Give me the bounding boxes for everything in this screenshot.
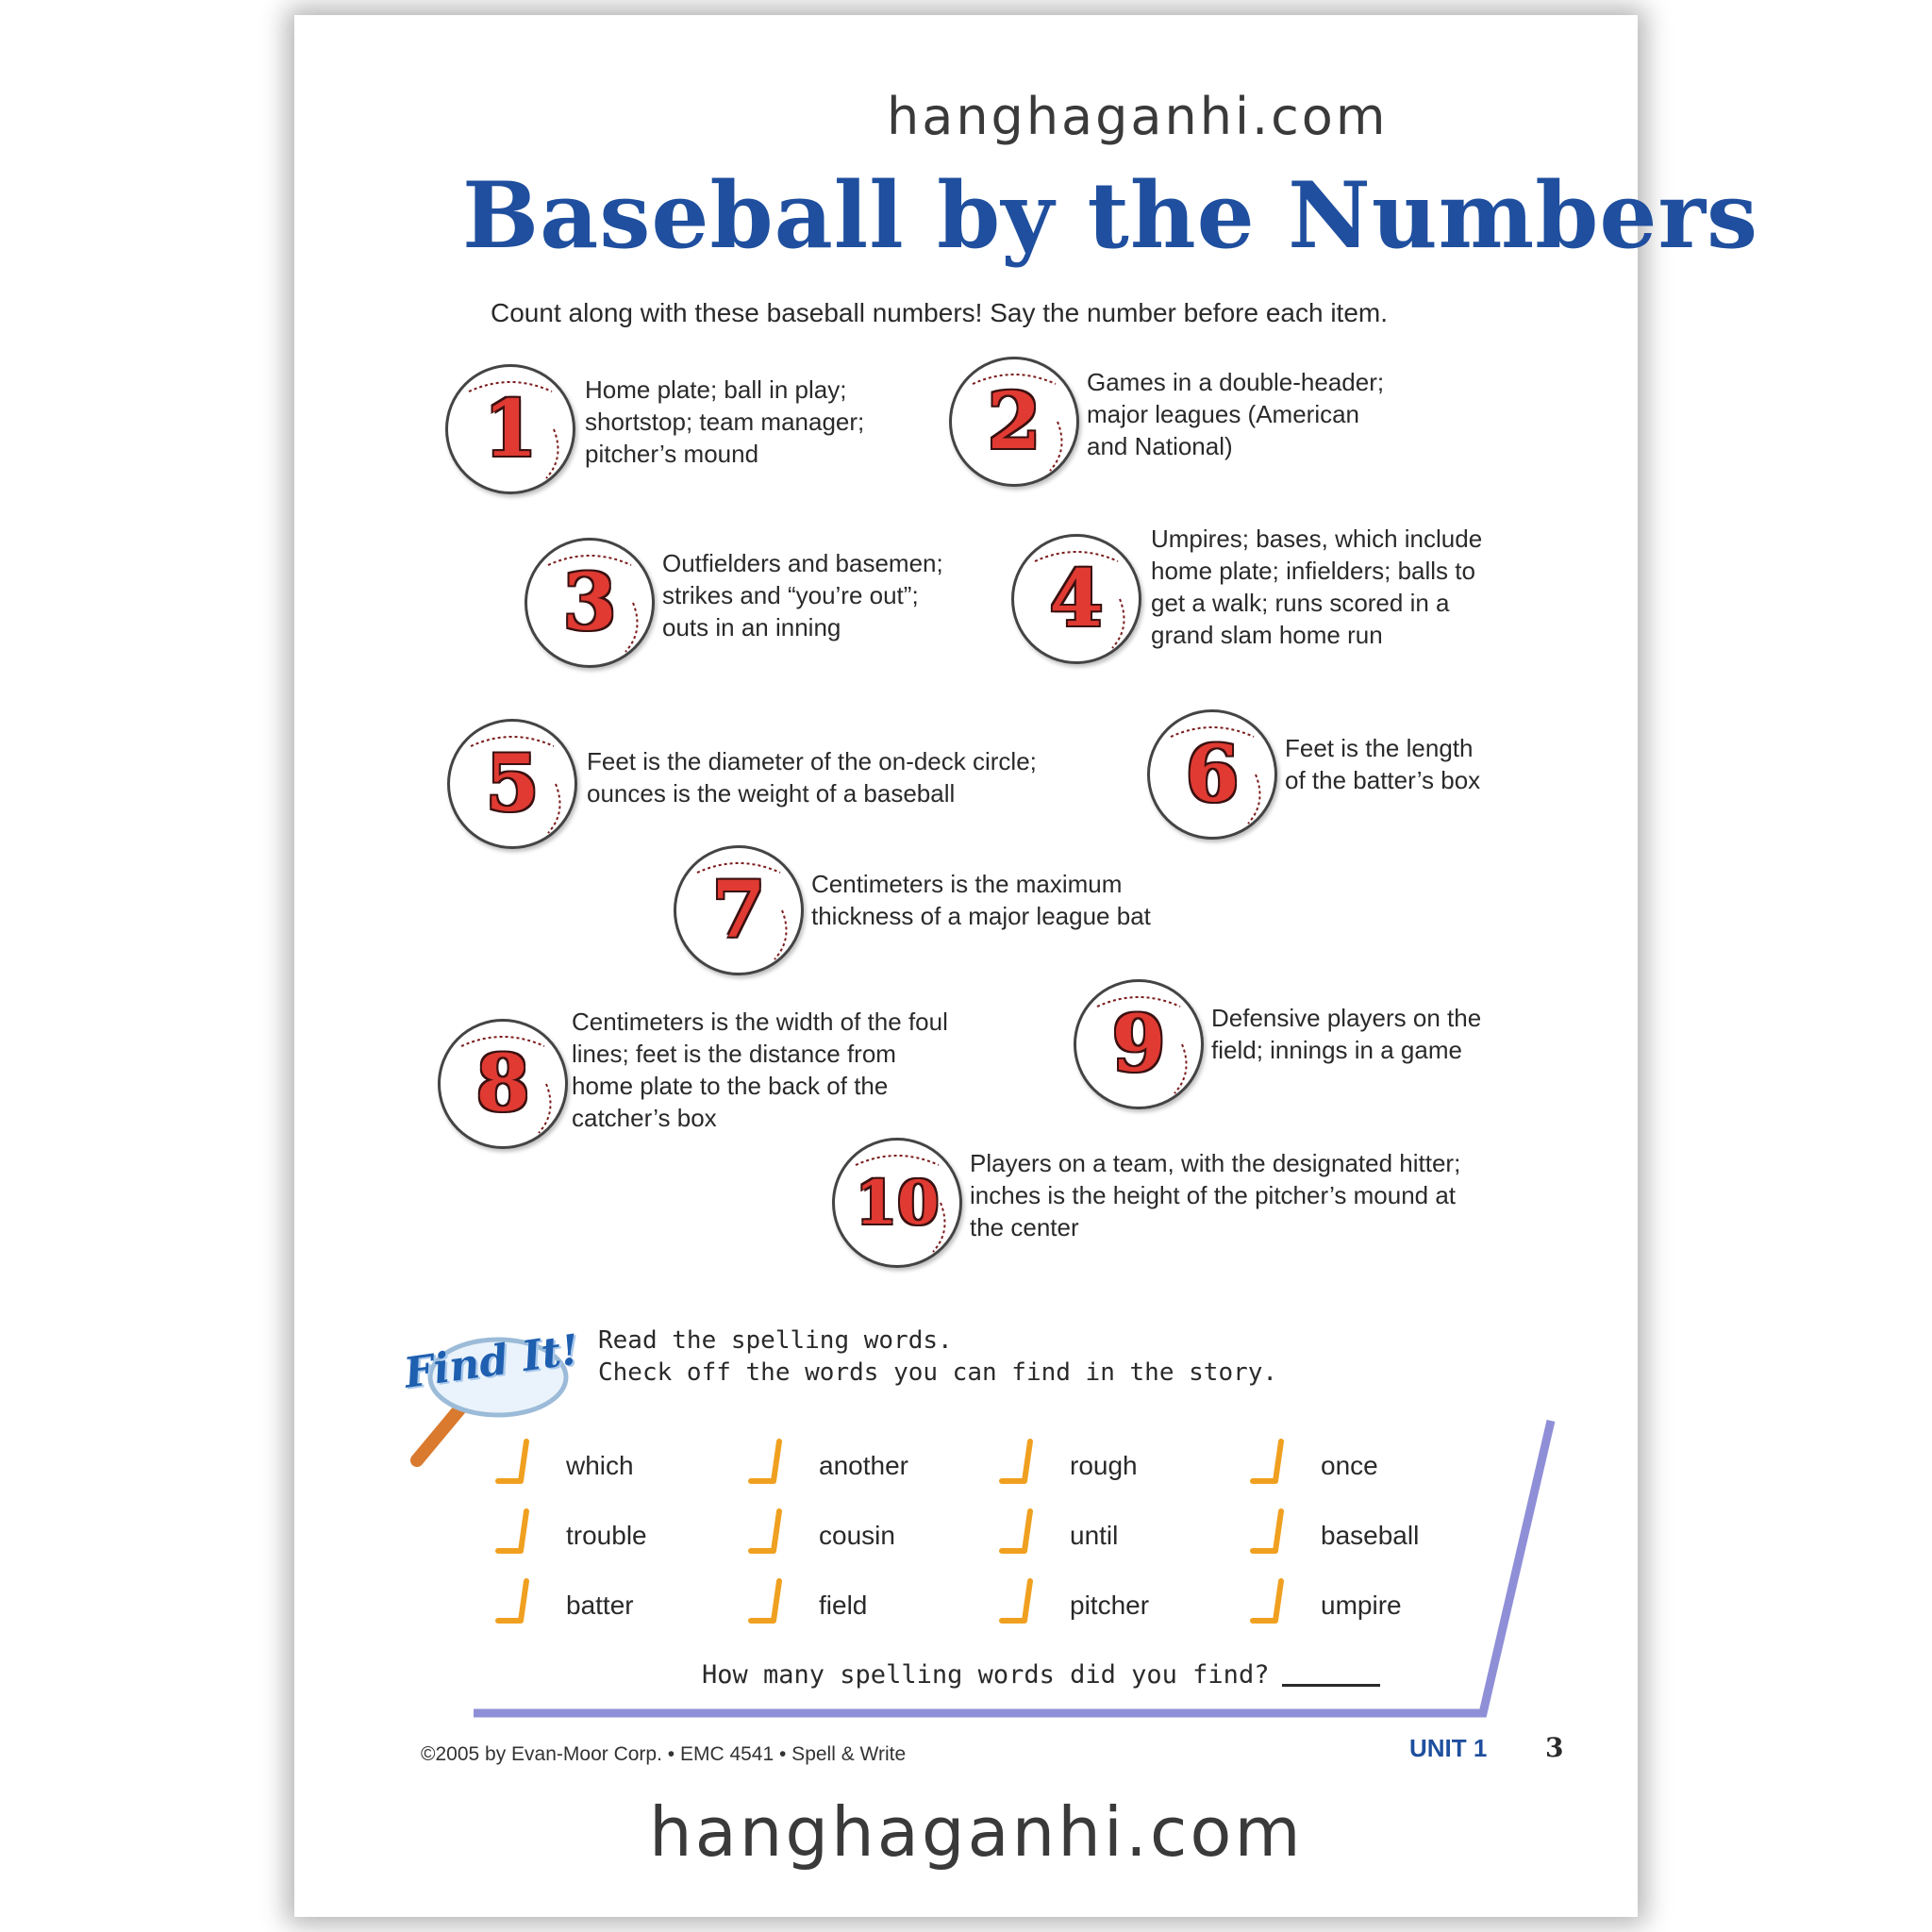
find-it-label: Find It! <box>401 1325 582 1398</box>
spelling-word: cousin <box>819 1521 895 1550</box>
item-number: 9 <box>1111 999 1166 1090</box>
checkbox-cousin[interactable] <box>747 1506 785 1557</box>
unit-label: UNIT 1 <box>1409 1734 1488 1762</box>
spelling-word: another <box>819 1451 908 1480</box>
intro-text: Count along with these baseball numbers! Say the number before each item. <box>491 298 1389 327</box>
item-description: Defensive players on the field; innings in a game <box>1211 1004 1482 1064</box>
checkbox-umpire[interactable] <box>1249 1575 1287 1626</box>
spelling-word: umpire <box>1321 1591 1402 1620</box>
spelling-word: once <box>1321 1451 1378 1480</box>
spelling-word: which <box>566 1451 634 1480</box>
checkbox-once[interactable] <box>1249 1436 1287 1487</box>
spelling-word: rough <box>1070 1451 1138 1480</box>
spelling-word: field <box>819 1591 868 1620</box>
checkbox-baseball[interactable] <box>1249 1506 1287 1557</box>
baseball-icon <box>447 719 577 849</box>
item-number: 6 <box>1185 729 1240 820</box>
checkbox-which[interactable] <box>494 1436 532 1487</box>
item-description: Games in a double-header; major leagues (American and National) <box>1087 368 1385 460</box>
spelling-word: until <box>1070 1521 1119 1550</box>
find-it-instructions: Read the spelling words. Check off the words you can find in the story. <box>598 1326 1278 1387</box>
item-description: Outfielders and basemen; strikes and “you’re out”; outs in an inning <box>662 549 943 641</box>
item-number: 4 <box>1049 554 1104 644</box>
item-number: 5 <box>485 739 540 829</box>
checkbox-pitcher[interactable] <box>998 1575 1036 1626</box>
item-description: Feet is the length of the batter’s box <box>1285 734 1481 794</box>
item-number: 3 <box>562 558 617 648</box>
baseball-icon <box>1011 534 1141 664</box>
baseball-icon <box>525 538 655 668</box>
baseball-icon <box>674 845 804 975</box>
spelling-word: baseball <box>1321 1521 1420 1550</box>
checkbox-batter[interactable] <box>494 1575 532 1626</box>
checkbox-another[interactable] <box>747 1436 785 1487</box>
item-description: Players on a team, with the designated hitter; inches is the height of the pitcher’s mound at the center <box>970 1149 1461 1241</box>
item-description: Feet is the diameter of the on-deck circle; ounces is the weight of a baseball <box>587 747 1037 808</box>
item-description: Home plate; ball in play; shortstop; team manager; pitcher’s mound <box>585 375 865 468</box>
baseball-icon <box>1074 979 1204 1109</box>
baseball-icon <box>445 364 575 494</box>
item-number: 7 <box>711 865 766 956</box>
checkbox-until[interactable] <box>998 1506 1036 1557</box>
item-description: Centimeters is the width of the foul lines; feet is the distance from home plate to the back of the catcher’s box <box>572 1008 948 1132</box>
item-description: Centimeters is the maximum thickness of a major league bat <box>811 870 1151 930</box>
item-number: 1 <box>483 384 538 475</box>
item-number: 8 <box>475 1039 530 1129</box>
spelling-word: pitcher <box>1070 1591 1150 1620</box>
baseball-icon <box>832 1138 962 1268</box>
answer-blank[interactable] <box>1282 1684 1380 1687</box>
watermark-top: hanghaganhi.com <box>887 87 1389 146</box>
page-number: 3 <box>1545 1732 1564 1763</box>
baseball-icon <box>1147 709 1277 840</box>
checkbox-field[interactable] <box>747 1575 785 1626</box>
baseball-icon <box>438 1019 568 1149</box>
word-count-question: How many spelling words did you find? <box>702 1660 1380 1690</box>
checkbox-trouble[interactable] <box>494 1506 532 1557</box>
page-title: Baseball by the Numbers <box>462 162 1759 269</box>
item-description: Umpires; bases, which include home plate; infielders; balls to get a walk; runs scored in a grand slam home run <box>1151 525 1483 649</box>
watermark-bottom: hanghaganhi.com <box>649 1792 1304 1872</box>
spelling-word: batter <box>566 1591 634 1620</box>
item-number: 10 <box>855 1167 940 1239</box>
copyright-footer: ©2005 by Evan-Moor Corp. • EMC 4541 • Spell & Write <box>421 1743 907 1765</box>
item-number: 2 <box>987 376 1041 467</box>
baseball-icon <box>949 357 1079 487</box>
checkbox-rough[interactable] <box>998 1436 1036 1487</box>
spelling-word: trouble <box>566 1521 647 1550</box>
